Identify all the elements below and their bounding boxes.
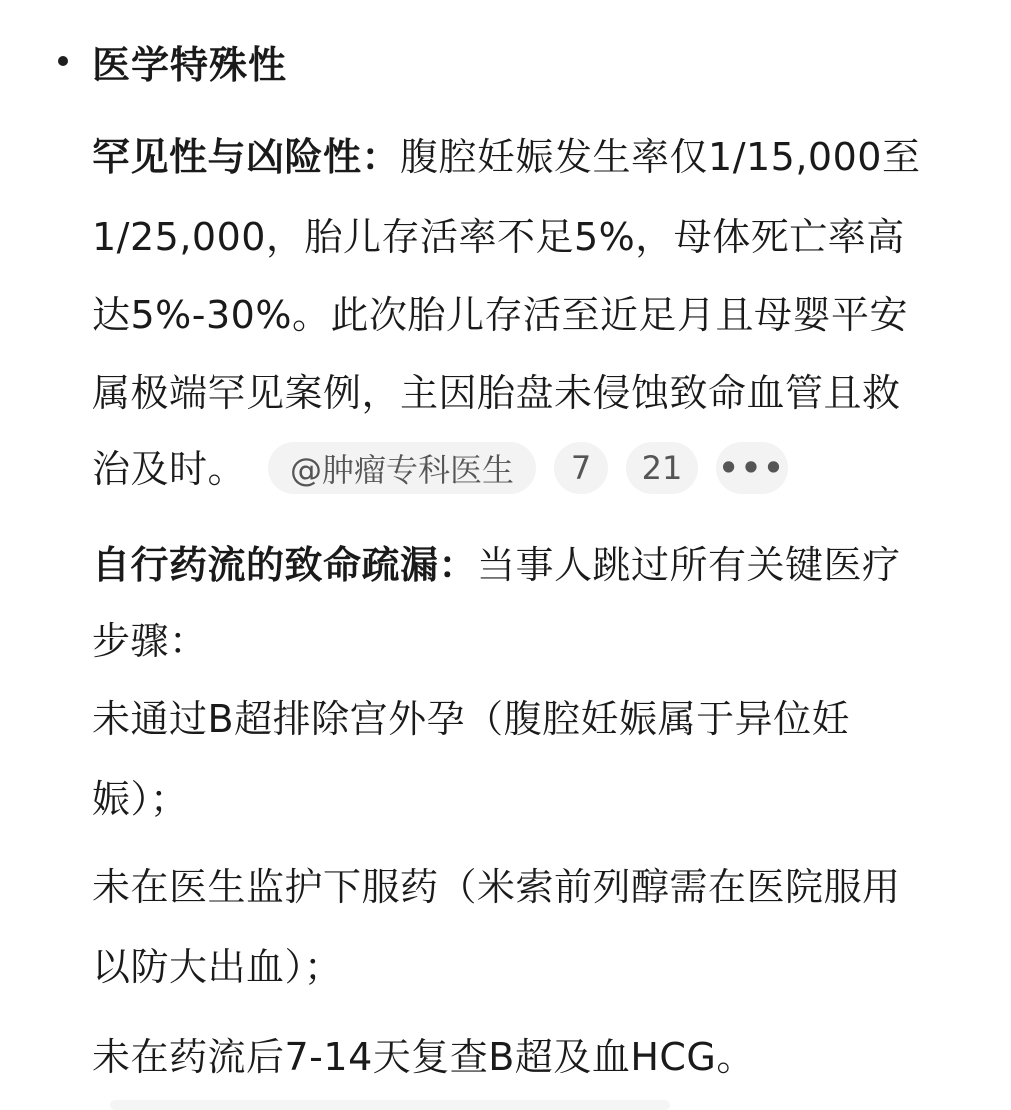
para2-line2: 步骤： — [92, 619, 208, 663]
bullet-dot-icon — [58, 56, 68, 66]
para1-line1-text: 腹腔妊娠发生率仅1/15,000至 — [400, 135, 921, 179]
item1-line1: 未通过B超排除宫外孕（腹腔妊娠属于异位妊 — [92, 697, 851, 741]
para2-lead: 自行药流的致命疏漏： — [92, 543, 478, 587]
para1-line1 — [92, 132, 920, 182]
para1-line2: 1/25,000，胎儿存活率不足5%，母体死亡率高 — [92, 215, 905, 259]
item2-line2: 以防大出血）； — [92, 945, 343, 989]
section-heading-row — [58, 36, 287, 86]
para2-line1-text: 当事人跳过所有关键医疗 — [477, 543, 901, 587]
item3-line1: 未在药流后7-14天复查B超及血HCG。 — [92, 1035, 755, 1079]
more-options-icon[interactable]: ••• — [716, 442, 788, 494]
source-author-chip[interactable]: @肿瘤专科医生 — [268, 442, 536, 494]
para1-line3: 达5%-30%。此次胎儿存活至近足月且母婴平安 — [92, 293, 908, 337]
like-count-chip[interactable]: 7 — [554, 442, 608, 494]
item2-line1: 未在医生监护下服药（米索前列醇需在医院服用 — [92, 865, 901, 909]
comment-count-chip[interactable]: 21 — [626, 442, 698, 494]
item1-line2: 娠）； — [92, 777, 189, 821]
text-fade-overlay — [760, 1045, 1011, 1095]
section-heading: 医学特殊性 — [92, 42, 288, 87]
para1-lead: 罕见性与凶险性： — [92, 135, 401, 179]
para2-line1 — [92, 540, 901, 590]
para1-line5: 治及时。 — [92, 447, 247, 491]
para1-line4: 属极端罕见案例，主因胎盘未侵蚀致命血管且救 — [92, 371, 901, 415]
next-chip-row-hint — [110, 1100, 670, 1110]
